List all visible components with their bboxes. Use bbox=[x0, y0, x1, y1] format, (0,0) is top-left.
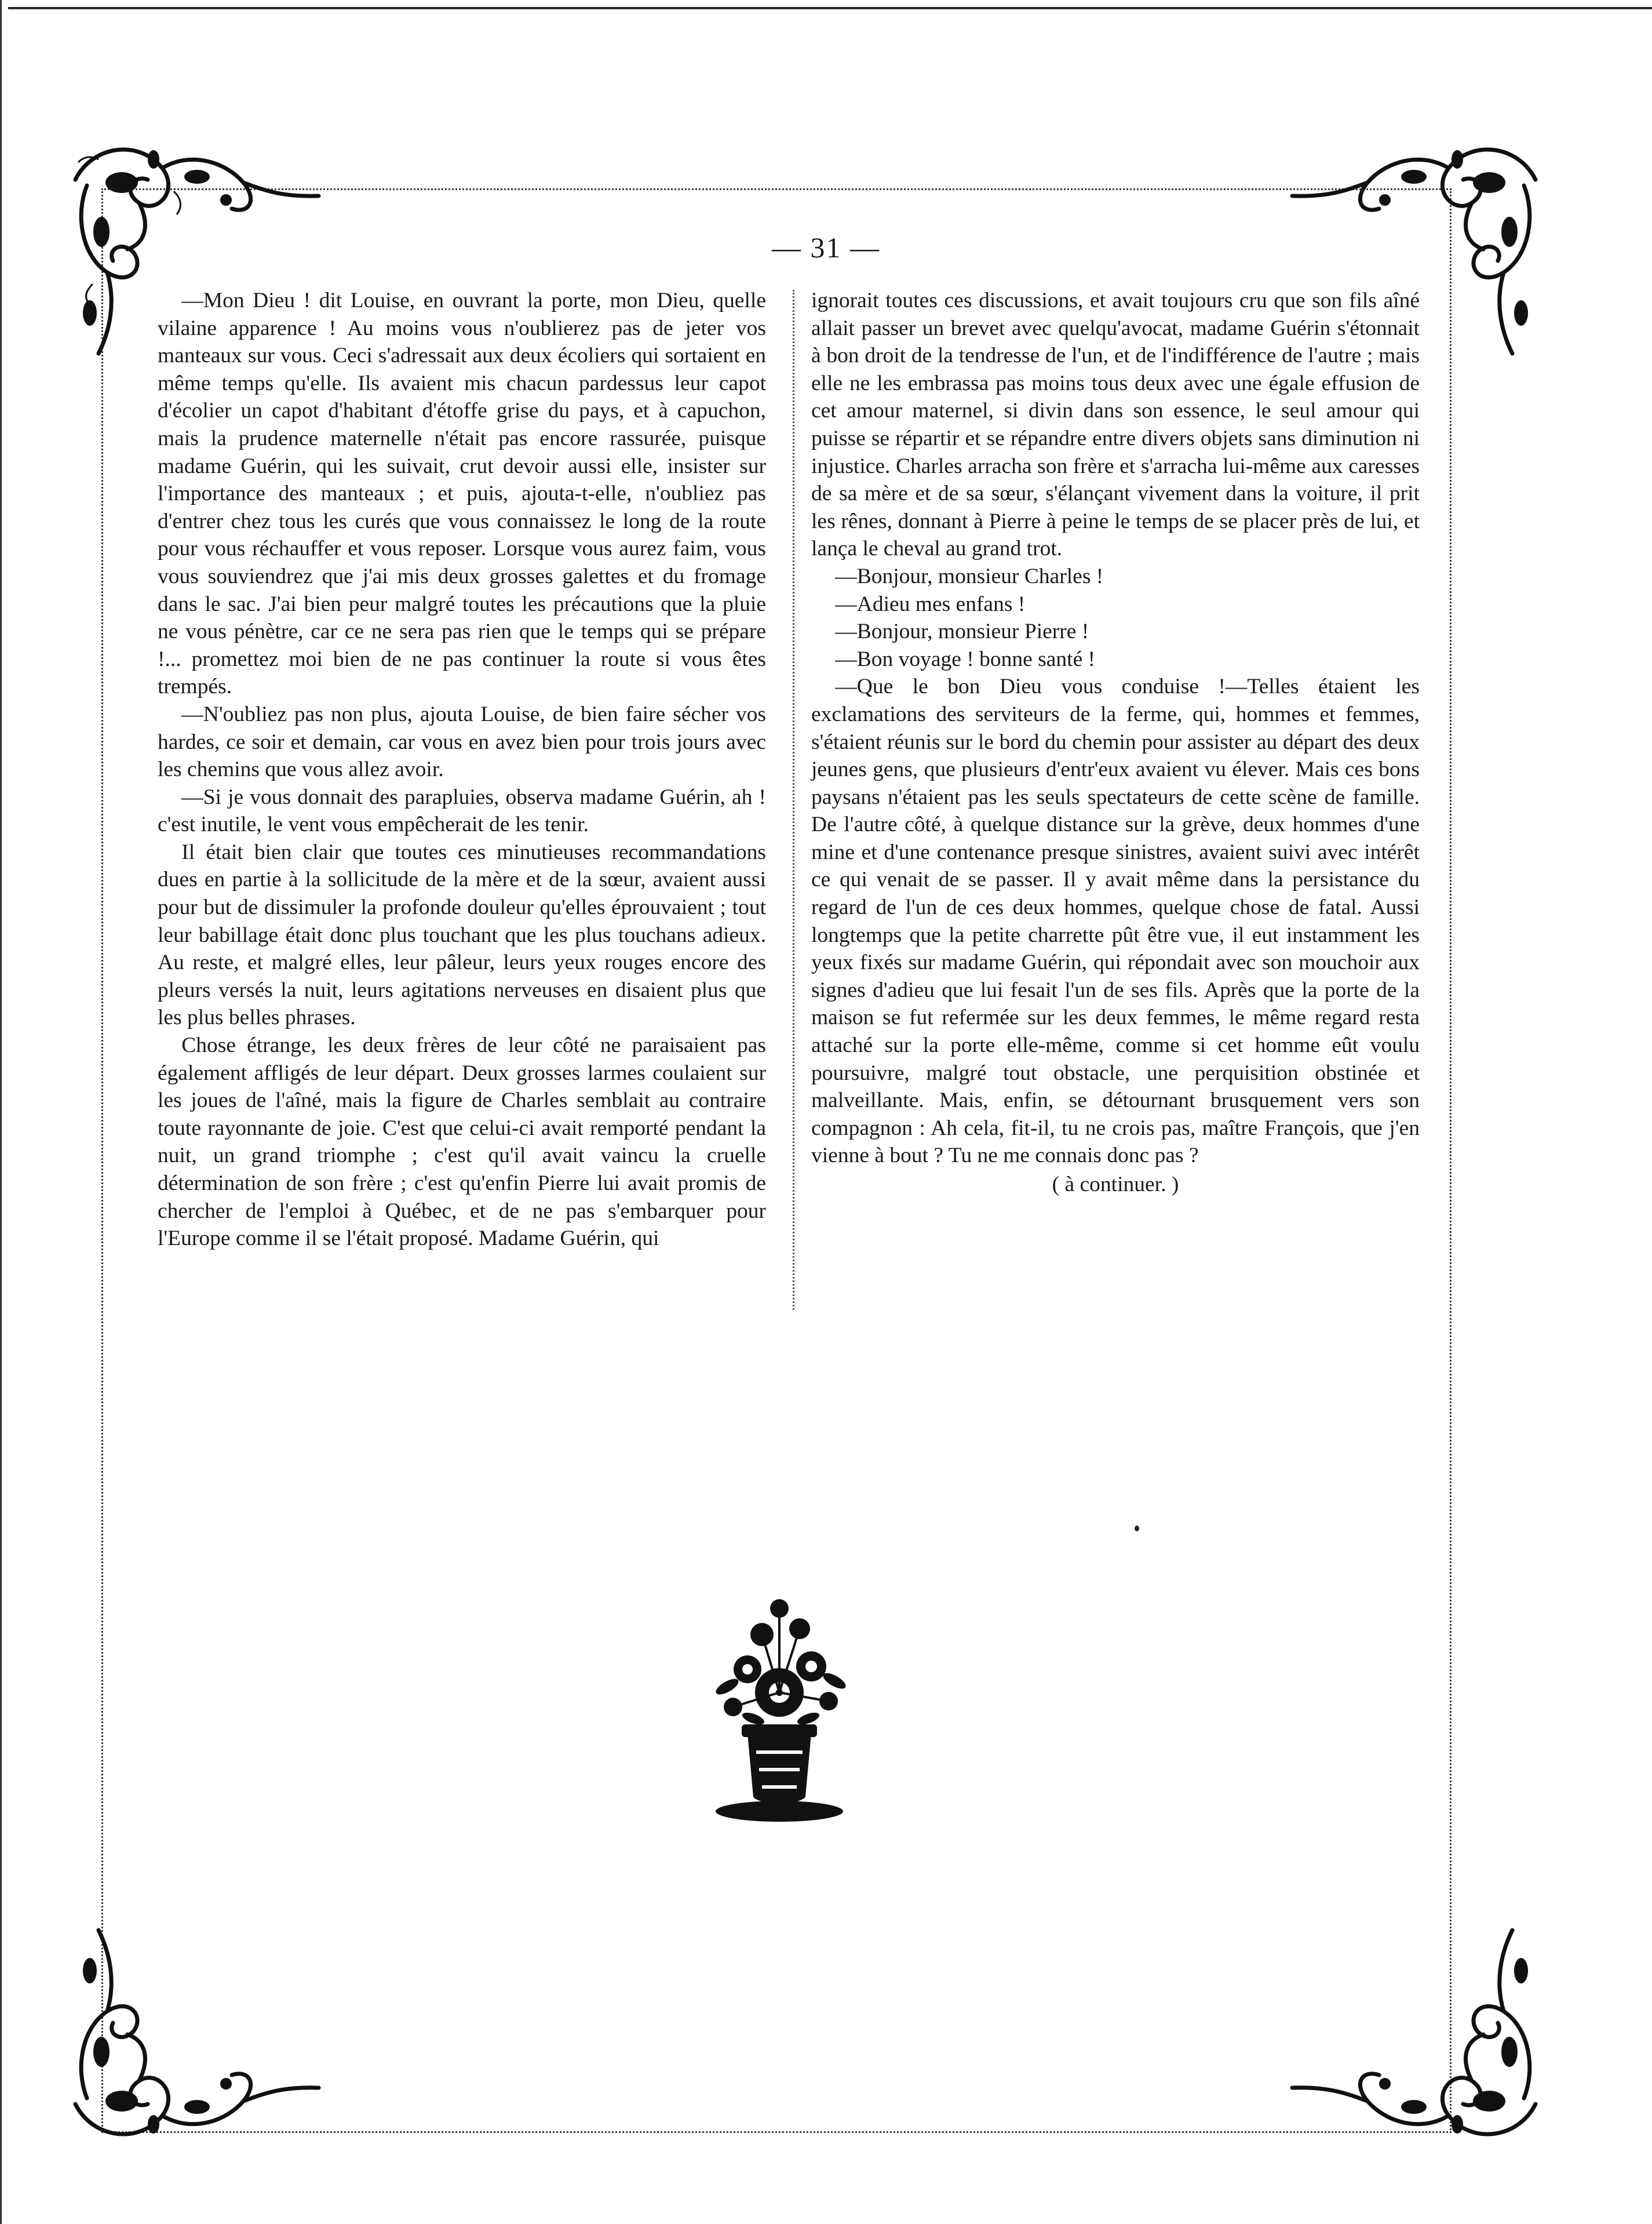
scroll-ornament-icon bbox=[52, 1913, 330, 2156]
column-divider bbox=[793, 290, 794, 1310]
page-number: — 31 — bbox=[772, 231, 880, 264]
left-text-column bbox=[158, 287, 766, 1253]
page-left-edge bbox=[0, 0, 8, 2224]
paragraph: Il était bien clair que toutes ces minutieuses recommandations dues en partie à la sollicitude de la mère et de la sœur, avaient aussi pour but de dissimuler la profonde douleur qu'elles éprouvaient ; tout leur babillage était donc plus touchant que les plus touchans adieux. Au reste, et malgré elles, leur pâleur, leurs yeux rouges encore des pleurs versés la nuit, leurs agitations nerveuses en disaient plus que les plus belles phrases. bbox=[158, 840, 766, 1030]
paragraph: —Que le bon Dieu vous conduise !—Telles étaient les exclamations des serviteurs de la ferme, qui, hommes et femmes, s'étaient réunis sur le bord du chemin pour assister au départ des deux jeunes gens, que plusieurs d'entr'eux avaient vu élever. Mais ces bons paysans n'étaient pas les seuls spectateurs de cette scène de famille. De l'autre côté, à quelque distance sur la grève, deux hommes d'une mine et d'une contenance presque sinistres, avaient suivi avec intérêt ce qui venait de se passer. Il y avait même dans la persistance du regard de l'un de ces deux hommes, quelque chose de fatal. Aussi longtemps que la petite charrette pût être vue, il eut instamment les yeux fixés sur madame Guérin, qui répondait avec son mouchoir aux signes d'adieu que lui fesait l'un de ses fils. Après que la porte de la maison se fut refermée sur les deux femmes, le même regard resta attaché sur la porte elle-même, comme si cet homme eût voulu poursuivre, malgré tout obstacle, une perquisition obstinée et malveillante. Mais, enfin, se détournant brusquement vers son compagnon : Ah cela, fit-il, tu ne crois pas, maître François, que j'en vienne à bout ? Tu ne me connais donc pas ? bbox=[811, 675, 1420, 1168]
paragraph: —Mon Dieu ! dit Louise, en ouvrant la porte, mon Dieu, quelle vilaine apparence ! Au moins vous n'oublierez pas de jeter vos manteaux sur vous. Ceci s'adressait aux deux écoliers qui sortaient en même temps qu'elle. Ils avaient mis chacun pardessus leur capot d'écolier un capot d'habitant d'étoffe grise du pays, et à capuchon, mais la prudence maternelle n'était pas encore rassurée, puisque madame Guérin, qui les suivait, crut devoir aussi elle, insister sur l'importance des manteaux ; et puis, ajouta-t-elle, n'oubliez pas d'entrer chez tous les curés que vous connaissez le long de la route pour vous réchauffer et vous reposer. Lorsque vous aurez faim, vous vous souviendrez que j'ai mis deux grosses galettes et du fromage dans le sac. J'ai bien peur malgré toutes les précautions que la pluie ne vous pénètre, car ce ne sera pas rien que le temps qui se prépare !... promettez moi bien de ne pas continuer la route si vous êtes trempés. bbox=[158, 289, 766, 699]
page-top-edge bbox=[0, 0, 1652, 17]
continuation-note: ( à continuer. ) bbox=[1052, 1173, 1179, 1196]
ink-speck bbox=[1135, 1526, 1139, 1531]
paragraph: ignorait toutes ces discussions, et avait toujours cru que son fils aîné allait passer un brevet avec quelqu'avocat, madame Guérin s'étonnait à bon droit de la tendresse de l'un, et de l'indifférence de l'autre ; mais elle ne les embrassa pas moins tous deux avec une égale effusion de cet amour maternel, si divin dans son essence, le seul amour qui puisse se répartir et se répandre entre divers objets sans diminution ni injustice. Charles arracha son frère et s'arracha lui-même aux caresses de sa mère et de sa sœur, s'élançant vivement dans la voiture, il prit les rênes, donnant à Pierre à peine le temps de se placer près de lui, et lança le cheval au grand trot. bbox=[811, 289, 1420, 561]
dialogue-line: —Adieu mes enfans ! bbox=[835, 592, 1026, 616]
paragraph: —Si je vous donnait des parapluies, observa madame Guérin, ah ! c'est inutile, le vent vous empêcherait de les tenir. bbox=[158, 785, 766, 837]
dialogue-line: —Bonjour, monsieur Pierre ! bbox=[835, 620, 1089, 644]
paragraph: —N'oubliez pas non plus, ajouta Louise, de bien faire sécher vos hardes, ce soir et demain, car vous en avez bien pour trois jours avec les chemins que vous allez avoir. bbox=[158, 702, 766, 782]
dialogue-line: —Bonjour, monsieur Charles ! bbox=[835, 564, 1104, 588]
corner-ornament-icon bbox=[1281, 1913, 1559, 2156]
scroll-ornament-icon bbox=[1281, 1913, 1559, 2156]
right-text-column bbox=[811, 287, 1420, 1199]
paragraph: Chose étrange, les deux frères de leur côté ne paraisaient pas également affligés de leur départ. Deux grosses larmes coulaient sur les joues de l'aîné, mais la figure de Charles semblait au contraire toute rayonnante de joie. C'est que celui-ci avait remporté pendant la nuit, un grand triomphe ; c'est qu'il avait vaincu la cruelle détermination de son frère ; c'est qu'enfin Pierre lui avait promis de chercher de l'emploi à Québec, et de ne pas s'embarquer pour l'Europe comme il se l'était proposé. Madame Guérin, qui bbox=[158, 1033, 766, 1251]
flower-vase-icon bbox=[692, 1582, 866, 1826]
corner-ornament-icon bbox=[52, 1913, 330, 2156]
dialogue-line: —Bon voyage ! bonne santé ! bbox=[835, 647, 1096, 671]
